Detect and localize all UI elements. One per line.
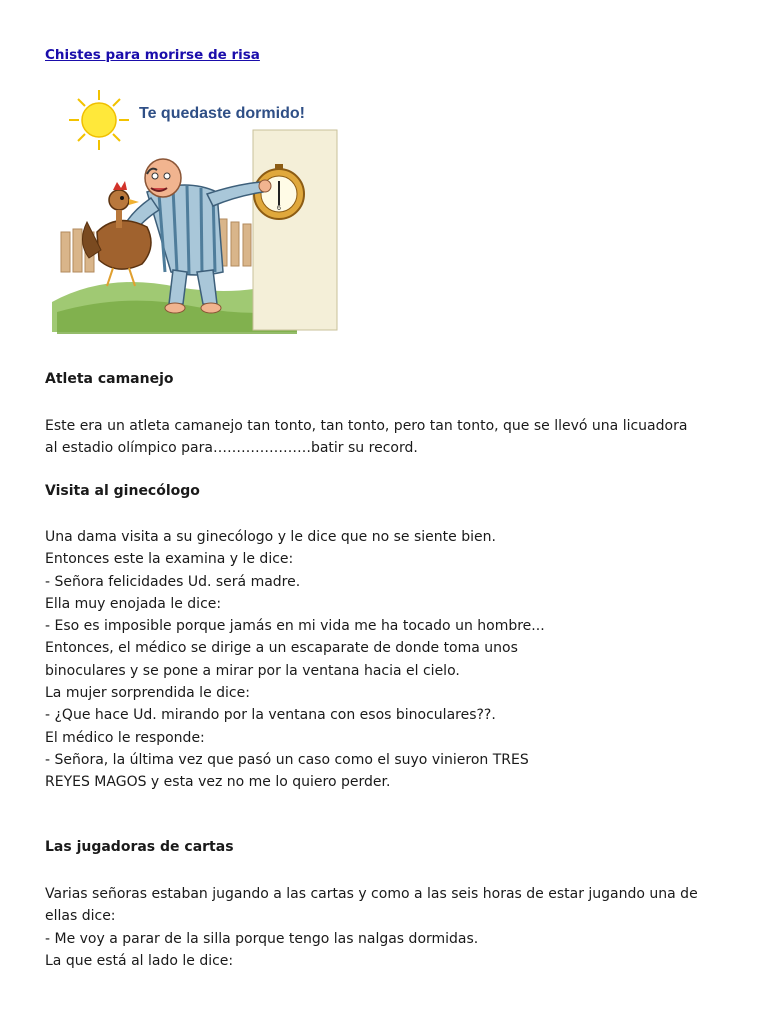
text-line: Varias señoras estaban jugando a las cartas y como a las seis horas de estar jugando una de	[45, 886, 698, 902]
wall	[253, 130, 337, 330]
text-line: REYES MAGOS y esta vez no me lo quiero perder.	[45, 774, 391, 791]
section-body	[45, 526, 735, 794]
svg-text:6: 6	[277, 205, 281, 212]
text-line: al estadio olímpico para…………………batir su record.	[45, 440, 418, 457]
section-title: Atleta camanejo	[45, 371, 174, 387]
text-line: Una dama visita a su ginecólogo y le dice que no se siente bien.	[45, 529, 496, 545]
text-line: Ella muy enojada le dice:	[45, 595, 222, 612]
text-line: - Eso es imposible porque jamás en mi vida me ha tocado un hombre...	[45, 618, 545, 635]
text-line: binoculares y se pone a mirar por la ventana hacia el cielo.	[45, 662, 460, 679]
text-line: Este era un atleta camanejo tan tonto, tan tonto, pero tan tonto, que se llevó una licuadora	[45, 418, 688, 434]
text-line: - Me voy a parar de la silla porque tengo las nalgas dormidas.	[45, 930, 479, 947]
section-title: Las jugadoras de cartas	[45, 839, 234, 855]
text-line: - ¿Que hace Ud. mirando por la ventana con esos binoculares??.	[45, 707, 496, 724]
text-line: El médico le responde:	[45, 729, 205, 746]
text-line: - Señora felicidades Ud. será madre.	[45, 573, 301, 590]
cartoon-caption: Te quedaste dormido!	[139, 105, 305, 122]
section-title: Visita al ginecólogo	[45, 483, 200, 499]
title-link[interactable]: Chistes para morirse de risa	[45, 47, 260, 63]
text-line: La que está al lado le dice:	[45, 952, 234, 969]
text-line: La mujer sorprendida le dice:	[45, 685, 250, 702]
text-line: ellas dice:	[45, 908, 116, 925]
section-body	[45, 415, 735, 460]
section-body	[45, 883, 735, 972]
cartoon-illustration	[47, 82, 339, 338]
sun-icon	[69, 90, 129, 150]
text-line: Entonces, el médico se dirige a un escaparate de donde toma unos	[45, 640, 518, 657]
text-line: - Señora, la última vez que pasó un caso como el suyo vinieron TRES	[45, 751, 529, 768]
text-line: Entonces este la examina y le dice:	[45, 551, 294, 568]
